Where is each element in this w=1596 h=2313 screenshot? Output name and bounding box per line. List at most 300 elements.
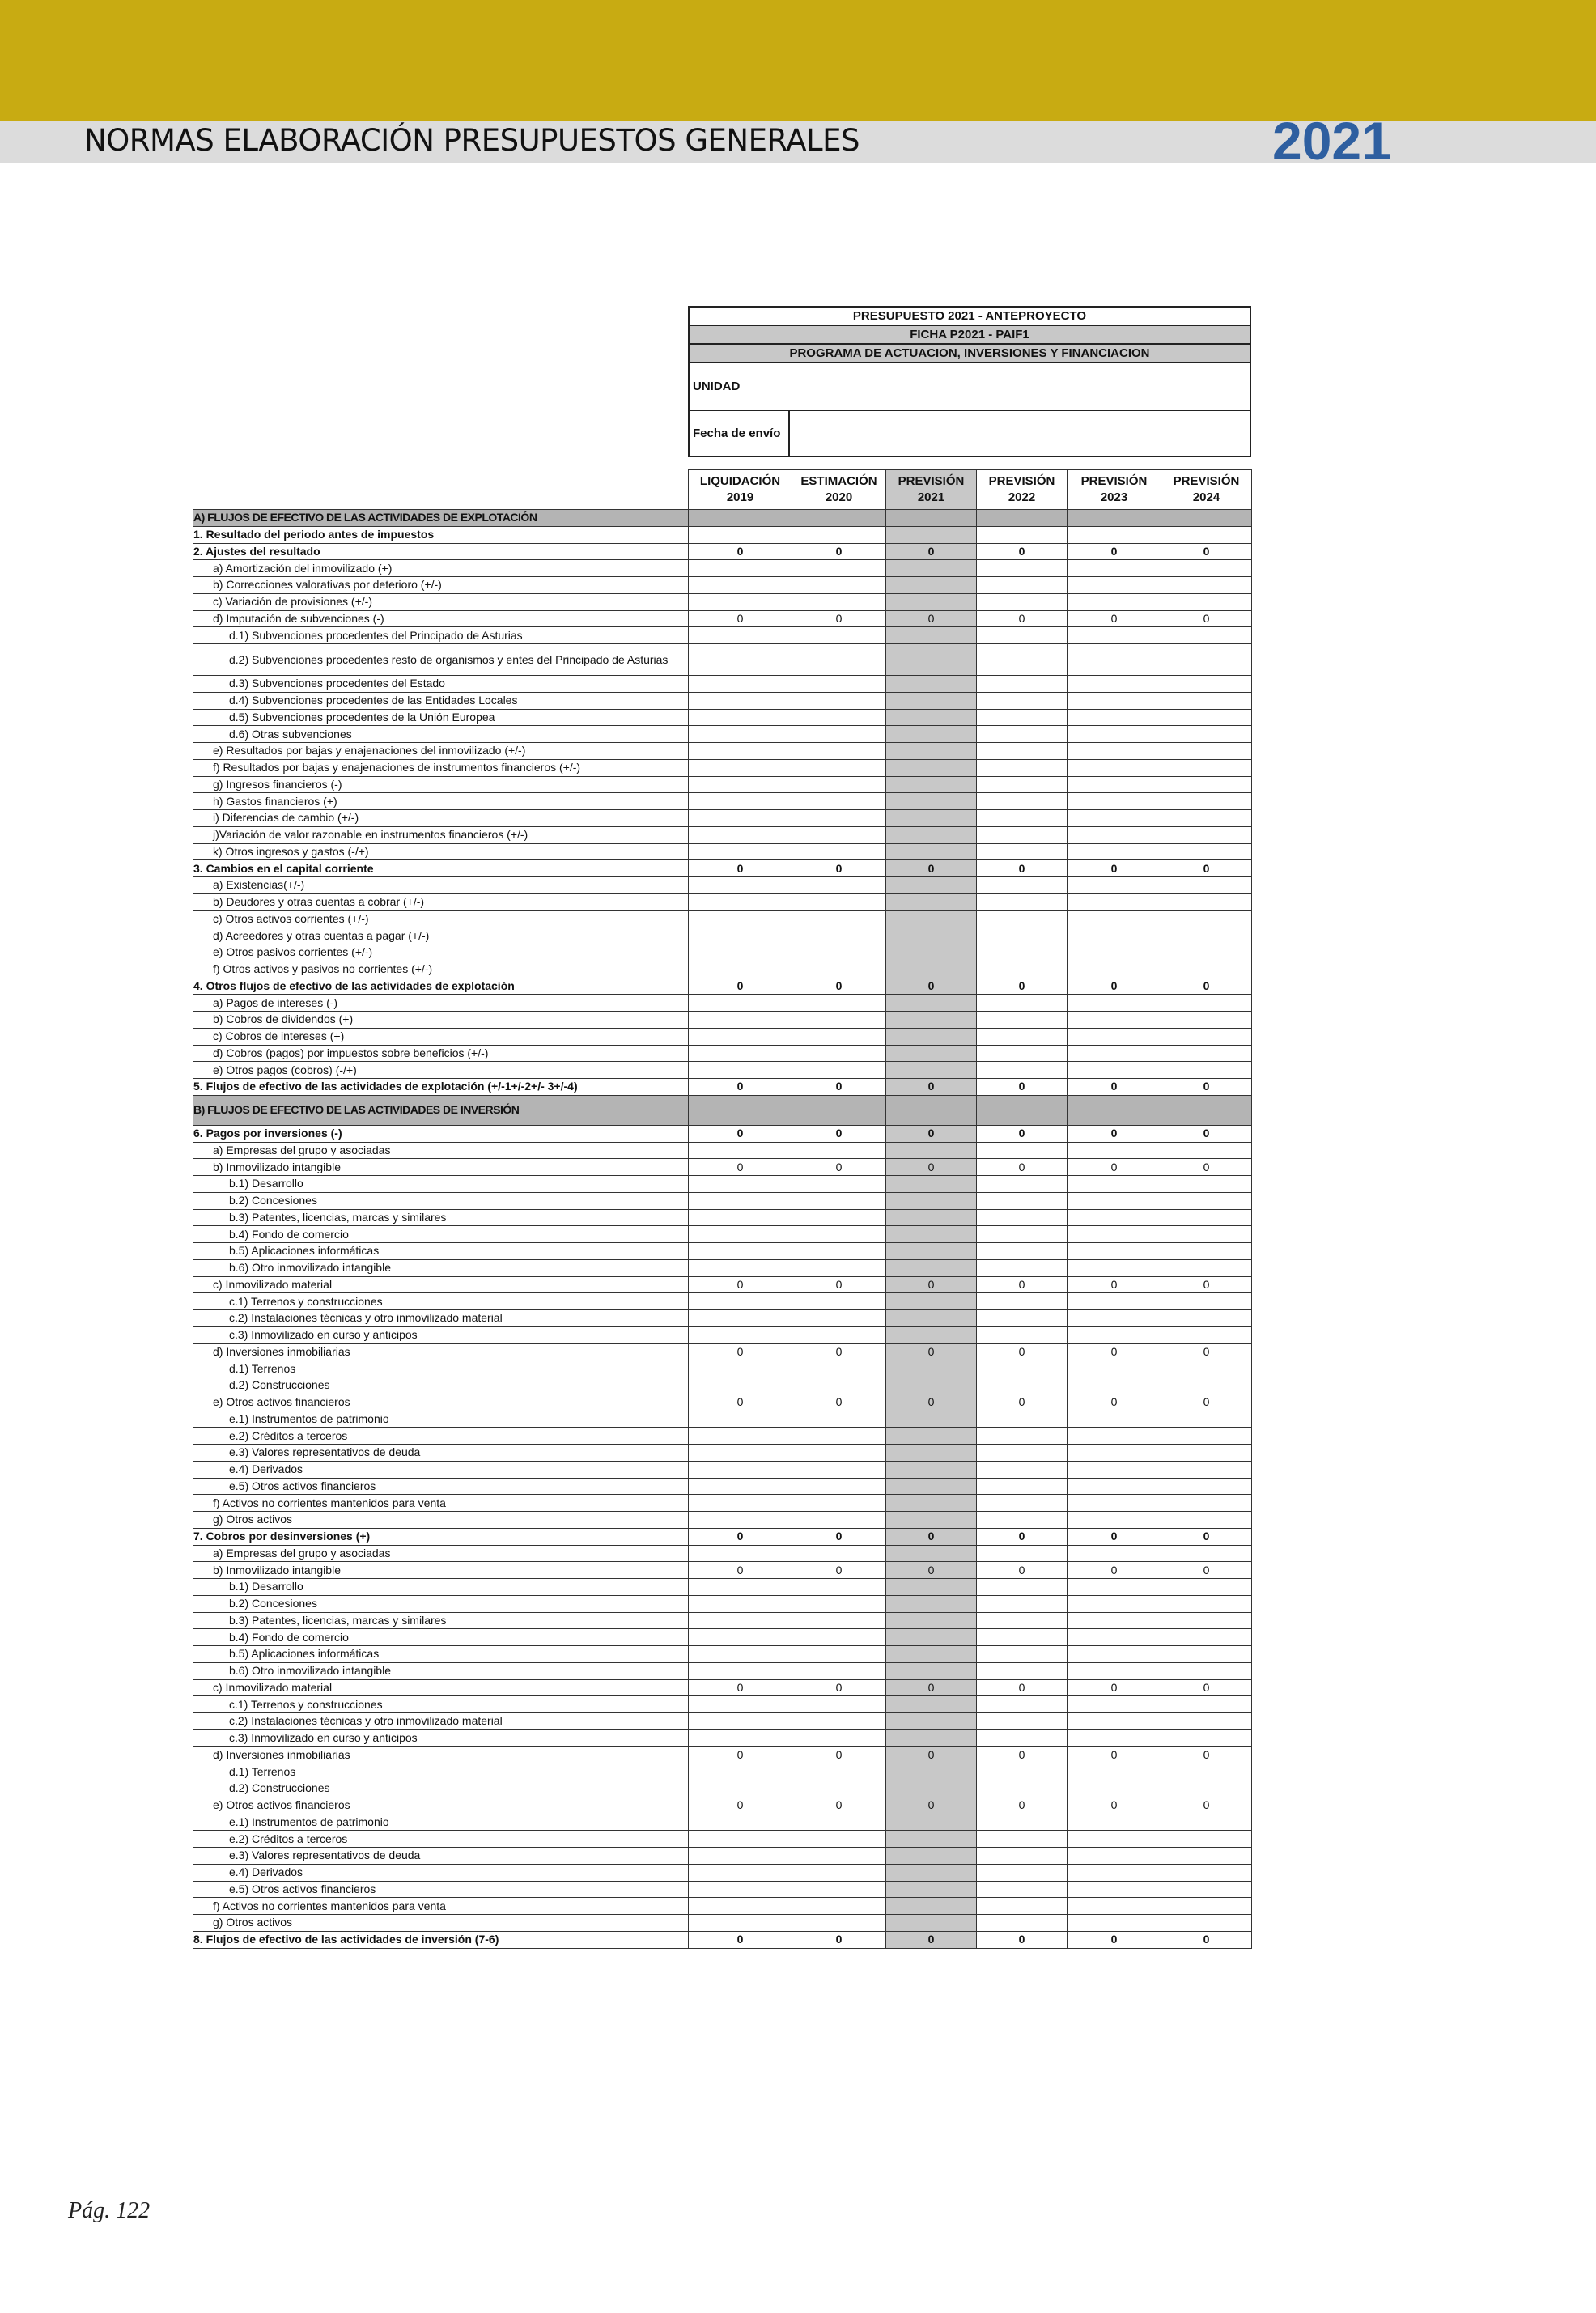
value-cell[interactable] (1068, 1192, 1161, 1209)
value-cell[interactable]: 0 (886, 1394, 977, 1411)
value-cell[interactable]: 0 (977, 1528, 1068, 1545)
value-cell[interactable] (689, 1445, 792, 1462)
value-cell[interactable]: 0 (1161, 1343, 1252, 1360)
value-cell[interactable] (689, 1142, 792, 1159)
value-cell[interactable] (1068, 1612, 1161, 1629)
value-cell[interactable] (886, 1095, 977, 1125)
value-cell[interactable] (792, 1864, 886, 1881)
value-cell[interactable] (689, 1478, 792, 1495)
value-cell[interactable] (1068, 1209, 1161, 1226)
value-cell[interactable] (1068, 510, 1161, 527)
value-cell[interactable] (689, 644, 792, 676)
value-cell[interactable] (977, 877, 1068, 894)
value-cell[interactable] (1068, 776, 1161, 793)
value-cell[interactable] (689, 1763, 792, 1780)
value-cell[interactable] (792, 510, 886, 527)
value-cell[interactable] (792, 726, 886, 743)
value-cell[interactable] (977, 1028, 1068, 1045)
value-cell[interactable] (977, 1360, 1068, 1377)
value-cell[interactable] (792, 944, 886, 961)
value-cell[interactable] (886, 927, 977, 944)
value-cell[interactable] (792, 995, 886, 1012)
value-cell[interactable] (1161, 1729, 1252, 1746)
value-cell[interactable] (977, 1209, 1068, 1226)
value-cell[interactable] (792, 1612, 886, 1629)
value-cell[interactable] (977, 1612, 1068, 1629)
value-cell[interactable]: 0 (886, 1797, 977, 1814)
value-cell[interactable] (977, 1915, 1068, 1932)
value-cell[interactable]: 0 (1068, 1276, 1161, 1293)
value-cell[interactable]: 0 (886, 1679, 977, 1696)
value-cell[interactable]: 0 (689, 1528, 792, 1545)
value-cell[interactable] (886, 1310, 977, 1327)
value-cell[interactable] (689, 1864, 792, 1881)
value-cell[interactable]: 0 (977, 860, 1068, 877)
value-cell[interactable] (792, 1595, 886, 1612)
value-cell[interactable]: 0 (792, 1562, 886, 1579)
value-cell[interactable] (792, 1545, 886, 1562)
value-cell[interactable]: 0 (792, 1528, 886, 1545)
value-cell[interactable] (886, 1209, 977, 1226)
value-cell[interactable] (1068, 1579, 1161, 1596)
value-cell[interactable] (977, 1713, 1068, 1730)
value-cell[interactable] (886, 1377, 977, 1394)
value-cell[interactable]: 0 (886, 1276, 977, 1293)
value-cell[interactable] (1068, 1662, 1161, 1679)
value-cell[interactable] (886, 1062, 977, 1079)
value-cell[interactable] (689, 1461, 792, 1478)
value-cell[interactable] (977, 1696, 1068, 1713)
value-cell[interactable] (1161, 759, 1252, 776)
value-cell[interactable] (689, 1209, 792, 1226)
value-cell[interactable] (689, 1192, 792, 1209)
value-cell[interactable] (1068, 1512, 1161, 1529)
value-cell[interactable] (977, 810, 1068, 827)
value-cell[interactable] (977, 826, 1068, 843)
value-cell[interactable] (977, 1176, 1068, 1193)
value-cell[interactable] (1161, 1512, 1252, 1529)
value-cell[interactable] (1161, 927, 1252, 944)
value-cell[interactable] (792, 743, 886, 760)
value-cell[interactable]: 0 (1161, 1394, 1252, 1411)
value-cell[interactable] (977, 1377, 1068, 1394)
value-cell[interactable] (689, 910, 792, 927)
value-cell[interactable] (689, 1360, 792, 1377)
value-cell[interactable] (1068, 961, 1161, 978)
value-cell[interactable] (886, 759, 977, 776)
value-cell[interactable] (1161, 893, 1252, 910)
value-cell[interactable] (1068, 1696, 1161, 1713)
value-cell[interactable] (977, 560, 1068, 577)
value-cell[interactable] (1068, 692, 1161, 709)
value-cell[interactable]: 0 (977, 543, 1068, 560)
value-cell[interactable] (792, 1209, 886, 1226)
value-cell[interactable]: 0 (1068, 978, 1161, 995)
value-cell[interactable] (1068, 743, 1161, 760)
value-cell[interactable] (792, 1814, 886, 1831)
value-cell[interactable] (1161, 627, 1252, 644)
value-cell[interactable] (792, 1095, 886, 1125)
value-cell[interactable] (792, 1495, 886, 1512)
value-cell[interactable] (689, 510, 792, 527)
value-cell[interactable]: 0 (1068, 1394, 1161, 1411)
value-cell[interactable] (792, 927, 886, 944)
value-cell[interactable] (886, 577, 977, 594)
unidad-value[interactable] (790, 363, 1250, 410)
value-cell[interactable] (1161, 1461, 1252, 1478)
value-cell[interactable] (886, 1713, 977, 1730)
value-cell[interactable] (886, 1293, 977, 1310)
value-cell[interactable] (977, 1293, 1068, 1310)
value-cell[interactable] (1068, 1142, 1161, 1159)
value-cell[interactable] (1161, 944, 1252, 961)
value-cell[interactable] (1161, 793, 1252, 810)
value-cell[interactable] (977, 1662, 1068, 1679)
value-cell[interactable] (689, 1915, 792, 1932)
value-cell[interactable] (792, 1763, 886, 1780)
value-cell[interactable] (689, 877, 792, 894)
value-cell[interactable]: 0 (886, 1125, 977, 1142)
value-cell[interactable]: 0 (1068, 1931, 1161, 1948)
value-cell[interactable] (1068, 1763, 1161, 1780)
value-cell[interactable]: 0 (977, 978, 1068, 995)
value-cell[interactable] (689, 593, 792, 610)
value-cell[interactable] (977, 1243, 1068, 1260)
value-cell[interactable] (1068, 1045, 1161, 1062)
value-cell[interactable] (977, 1848, 1068, 1865)
value-cell[interactable]: 0 (792, 1343, 886, 1360)
value-cell[interactable] (1161, 1209, 1252, 1226)
value-cell[interactable] (977, 1595, 1068, 1612)
value-cell[interactable] (1068, 560, 1161, 577)
value-cell[interactable] (689, 709, 792, 726)
value-cell[interactable] (792, 1310, 886, 1327)
value-cell[interactable]: 0 (1068, 1079, 1161, 1096)
value-cell[interactable] (886, 1192, 977, 1209)
value-cell[interactable] (1068, 1780, 1161, 1797)
value-cell[interactable] (792, 560, 886, 577)
value-cell[interactable] (1068, 1495, 1161, 1512)
value-cell[interactable] (1068, 1226, 1161, 1243)
value-cell[interactable] (977, 1814, 1068, 1831)
value-cell[interactable] (1068, 1377, 1161, 1394)
value-cell[interactable] (689, 1012, 792, 1029)
value-cell[interactable]: 0 (886, 610, 977, 627)
value-cell[interactable] (886, 676, 977, 693)
value-cell[interactable]: 0 (1068, 860, 1161, 877)
value-cell[interactable] (689, 961, 792, 978)
value-cell[interactable] (792, 1012, 886, 1029)
value-cell[interactable]: 0 (1068, 1562, 1161, 1579)
value-cell[interactable] (689, 1545, 792, 1562)
value-cell[interactable] (1068, 1881, 1161, 1898)
value-cell[interactable] (1161, 843, 1252, 860)
value-cell[interactable] (1068, 1326, 1161, 1343)
value-cell[interactable] (689, 1095, 792, 1125)
value-cell[interactable] (1161, 577, 1252, 594)
value-cell[interactable] (792, 1360, 886, 1377)
value-cell[interactable] (977, 1012, 1068, 1029)
value-cell[interactable] (1068, 726, 1161, 743)
value-cell[interactable] (689, 944, 792, 961)
value-cell[interactable] (977, 1495, 1068, 1512)
value-cell[interactable] (886, 1461, 977, 1478)
value-cell[interactable] (1161, 1780, 1252, 1797)
value-cell[interactable] (1068, 1545, 1161, 1562)
value-cell[interactable]: 0 (1068, 1797, 1161, 1814)
value-cell[interactable] (977, 995, 1068, 1012)
value-cell[interactable] (1161, 1814, 1252, 1831)
value-cell[interactable] (1161, 1595, 1252, 1612)
value-cell[interactable] (1161, 1176, 1252, 1193)
value-cell[interactable] (689, 793, 792, 810)
value-cell[interactable] (1161, 1646, 1252, 1663)
value-cell[interactable]: 0 (792, 543, 886, 560)
value-cell[interactable] (792, 877, 886, 894)
value-cell[interactable] (886, 961, 977, 978)
value-cell[interactable] (792, 1377, 886, 1394)
value-cell[interactable] (886, 1428, 977, 1445)
value-cell[interactable]: 0 (689, 1679, 792, 1696)
value-cell[interactable] (977, 1545, 1068, 1562)
value-cell[interactable] (689, 1512, 792, 1529)
value-cell[interactable] (1161, 1629, 1252, 1646)
value-cell[interactable] (1068, 759, 1161, 776)
value-cell[interactable] (792, 1176, 886, 1193)
value-cell[interactable] (1161, 1696, 1252, 1713)
value-cell[interactable]: 0 (886, 1159, 977, 1176)
value-cell[interactable] (1068, 1293, 1161, 1310)
value-cell[interactable] (886, 1612, 977, 1629)
value-cell[interactable] (792, 1713, 886, 1730)
value-cell[interactable] (792, 644, 886, 676)
value-cell[interactable] (689, 743, 792, 760)
value-cell[interactable] (792, 1226, 886, 1243)
value-cell[interactable] (977, 1478, 1068, 1495)
value-cell[interactable] (886, 1495, 977, 1512)
value-cell[interactable]: 0 (1161, 1276, 1252, 1293)
value-cell[interactable] (689, 1662, 792, 1679)
value-cell[interactable]: 0 (886, 1528, 977, 1545)
value-cell[interactable] (1161, 1445, 1252, 1462)
value-cell[interactable] (689, 1028, 792, 1045)
value-cell[interactable] (1161, 910, 1252, 927)
value-cell[interactable] (792, 1881, 886, 1898)
value-cell[interactable] (792, 1478, 886, 1495)
value-cell[interactable] (886, 692, 977, 709)
value-cell[interactable] (1161, 1045, 1252, 1062)
value-cell[interactable] (886, 1864, 977, 1881)
value-cell[interactable] (886, 1763, 977, 1780)
value-cell[interactable] (977, 1780, 1068, 1797)
value-cell[interactable] (792, 910, 886, 927)
value-cell[interactable] (1068, 910, 1161, 927)
value-cell[interactable] (977, 1062, 1068, 1079)
value-cell[interactable] (689, 1411, 792, 1428)
value-cell[interactable] (1161, 1192, 1252, 1209)
value-cell[interactable] (689, 1780, 792, 1797)
value-cell[interactable] (886, 1028, 977, 1045)
value-cell[interactable] (1068, 1864, 1161, 1881)
value-cell[interactable] (689, 1579, 792, 1596)
value-cell[interactable] (1161, 1062, 1252, 1079)
value-cell[interactable]: 0 (977, 1394, 1068, 1411)
value-cell[interactable] (689, 810, 792, 827)
value-cell[interactable] (886, 843, 977, 860)
value-cell[interactable] (792, 1293, 886, 1310)
value-cell[interactable] (886, 1915, 977, 1932)
value-cell[interactable] (1068, 810, 1161, 827)
value-cell[interactable] (886, 1780, 977, 1797)
value-cell[interactable]: 0 (977, 1079, 1068, 1096)
value-cell[interactable] (1161, 1478, 1252, 1495)
value-cell[interactable] (689, 759, 792, 776)
value-cell[interactable]: 0 (886, 860, 977, 877)
value-cell[interactable] (1068, 1360, 1161, 1377)
value-cell[interactable]: 0 (792, 1125, 886, 1142)
value-cell[interactable]: 0 (792, 978, 886, 995)
value-cell[interactable] (792, 1696, 886, 1713)
value-cell[interactable] (1161, 1545, 1252, 1562)
value-cell[interactable] (1068, 826, 1161, 843)
value-cell[interactable] (886, 1814, 977, 1831)
value-cell[interactable] (886, 526, 977, 543)
value-cell[interactable] (886, 1326, 977, 1343)
value-cell[interactable] (1068, 1729, 1161, 1746)
value-cell[interactable] (1068, 676, 1161, 693)
value-cell[interactable] (1161, 1360, 1252, 1377)
value-cell[interactable] (977, 1881, 1068, 1898)
value-cell[interactable] (886, 1646, 977, 1663)
value-cell[interactable] (977, 1831, 1068, 1848)
value-cell[interactable] (886, 1478, 977, 1495)
value-cell[interactable] (1161, 877, 1252, 894)
value-cell[interactable] (1161, 1012, 1252, 1029)
value-cell[interactable]: 0 (1068, 1679, 1161, 1696)
value-cell[interactable] (1068, 944, 1161, 961)
value-cell[interactable] (792, 526, 886, 543)
value-cell[interactable] (792, 709, 886, 726)
value-cell[interactable] (792, 1915, 886, 1932)
value-cell[interactable] (886, 1579, 977, 1596)
value-cell[interactable] (1068, 627, 1161, 644)
value-cell[interactable]: 0 (886, 978, 977, 995)
value-cell[interactable]: 0 (1161, 543, 1252, 560)
value-cell[interactable] (792, 627, 886, 644)
value-cell[interactable] (1161, 1848, 1252, 1865)
value-cell[interactable] (977, 944, 1068, 961)
value-cell[interactable] (792, 1062, 886, 1079)
value-cell[interactable] (792, 1326, 886, 1343)
value-cell[interactable]: 0 (689, 1125, 792, 1142)
value-cell[interactable]: 0 (1068, 543, 1161, 560)
value-cell[interactable] (792, 1259, 886, 1276)
value-cell[interactable] (977, 1142, 1068, 1159)
value-cell[interactable]: 0 (1068, 1746, 1161, 1763)
value-cell[interactable] (689, 1062, 792, 1079)
value-cell[interactable] (886, 826, 977, 843)
value-cell[interactable] (1068, 1629, 1161, 1646)
value-cell[interactable]: 0 (977, 1679, 1068, 1696)
value-cell[interactable] (1161, 1612, 1252, 1629)
value-cell[interactable] (1068, 1831, 1161, 1848)
value-cell[interactable] (1161, 1864, 1252, 1881)
value-cell[interactable]: 0 (689, 1079, 792, 1096)
value-cell[interactable]: 0 (977, 610, 1068, 627)
value-cell[interactable] (1161, 709, 1252, 726)
value-cell[interactable] (977, 1646, 1068, 1663)
value-cell[interactable] (977, 692, 1068, 709)
fecha-value[interactable] (790, 411, 1250, 456)
value-cell[interactable]: 0 (1068, 1125, 1161, 1142)
value-cell[interactable] (792, 1028, 886, 1045)
value-cell[interactable] (886, 1898, 977, 1915)
value-cell[interactable] (1068, 593, 1161, 610)
value-cell[interactable] (886, 877, 977, 894)
value-cell[interactable] (977, 577, 1068, 594)
value-cell[interactable] (886, 995, 977, 1012)
value-cell[interactable] (689, 627, 792, 644)
value-cell[interactable] (977, 759, 1068, 776)
value-cell[interactable] (792, 810, 886, 827)
value-cell[interactable] (1068, 1310, 1161, 1327)
value-cell[interactable] (792, 1579, 886, 1596)
value-cell[interactable] (792, 1848, 886, 1865)
value-cell[interactable]: 0 (977, 1931, 1068, 1948)
value-cell[interactable] (792, 1780, 886, 1797)
value-cell[interactable] (689, 526, 792, 543)
value-cell[interactable] (977, 1898, 1068, 1915)
value-cell[interactable]: 0 (1068, 1528, 1161, 1545)
value-cell[interactable]: 0 (792, 1931, 886, 1948)
value-cell[interactable] (977, 1259, 1068, 1276)
value-cell[interactable] (689, 1176, 792, 1193)
value-cell[interactable] (689, 1377, 792, 1394)
value-cell[interactable] (977, 644, 1068, 676)
value-cell[interactable] (1068, 843, 1161, 860)
value-cell[interactable]: 0 (1161, 1159, 1252, 1176)
value-cell[interactable] (1161, 1095, 1252, 1125)
value-cell[interactable] (792, 692, 886, 709)
value-cell[interactable] (792, 1898, 886, 1915)
value-cell[interactable] (1068, 709, 1161, 726)
value-cell[interactable] (1161, 1579, 1252, 1596)
value-cell[interactable] (689, 1259, 792, 1276)
value-cell[interactable]: 0 (689, 610, 792, 627)
value-cell[interactable] (689, 1696, 792, 1713)
value-cell[interactable] (689, 577, 792, 594)
value-cell[interactable] (792, 793, 886, 810)
value-cell[interactable] (1161, 1831, 1252, 1848)
value-cell[interactable] (1068, 793, 1161, 810)
value-cell[interactable] (792, 1428, 886, 1445)
value-cell[interactable] (689, 676, 792, 693)
value-cell[interactable] (792, 893, 886, 910)
value-cell[interactable] (977, 1512, 1068, 1529)
value-cell[interactable] (1161, 1243, 1252, 1260)
value-cell[interactable] (1068, 1428, 1161, 1445)
value-cell[interactable] (886, 726, 977, 743)
value-cell[interactable] (1161, 560, 1252, 577)
value-cell[interactable]: 0 (886, 1931, 977, 1948)
value-cell[interactable] (886, 944, 977, 961)
value-cell[interactable] (886, 1629, 977, 1646)
value-cell[interactable] (792, 676, 886, 693)
value-cell[interactable] (886, 776, 977, 793)
value-cell[interactable] (689, 1831, 792, 1848)
value-cell[interactable] (1068, 1898, 1161, 1915)
value-cell[interactable]: 0 (886, 543, 977, 560)
